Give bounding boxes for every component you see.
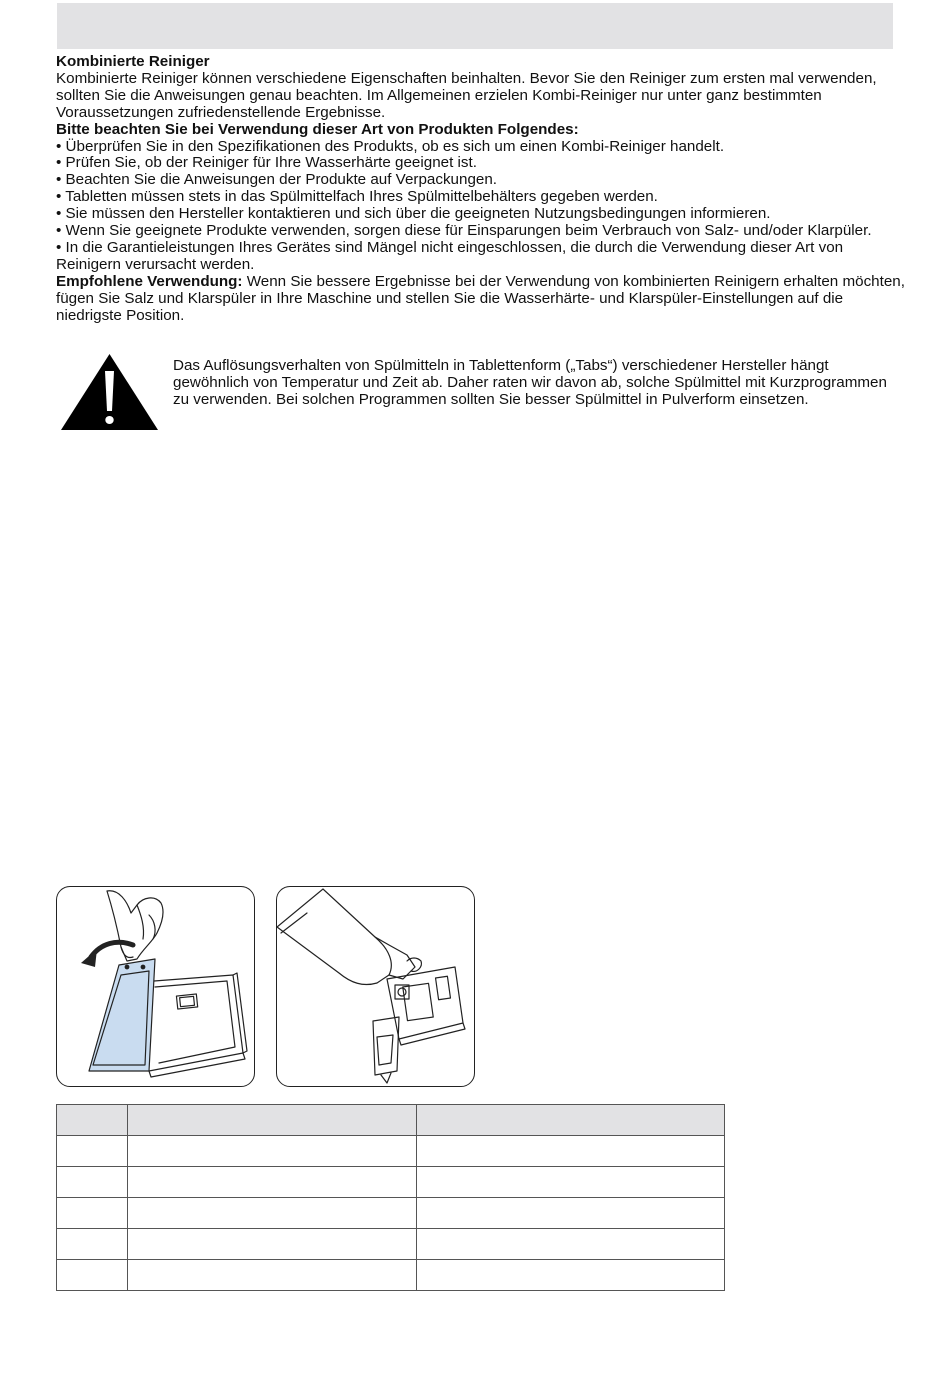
table-cell <box>128 1260 417 1291</box>
table-header-cell <box>128 1105 417 1136</box>
table-cell <box>128 1167 417 1198</box>
table-cell <box>417 1136 725 1167</box>
bullet-item: • Tabletten müssen stets in das Spülmittelfach Ihres Spülmittelbehälters gegeben werden. <box>56 188 658 206</box>
bullet-item: • In die Garantieleistungen Ihres Gerätes sind Mängel nicht eingeschlossen, die durch die Verwendung dieser Art von Reinigern verursacht werden. <box>56 238 844 273</box>
table-cell <box>128 1136 417 1167</box>
bullet-item: • Sie müssen den Hersteller kontaktieren und sich über die geeigneten Nutzungsbedingungen informieren. <box>56 205 771 223</box>
table-cell <box>57 1260 128 1291</box>
table-header-cell <box>57 1105 128 1136</box>
data-table <box>56 1104 725 1291</box>
table-cell <box>57 1229 128 1260</box>
recommend-label: Empfohlene Verwendung: <box>56 272 243 290</box>
table-cell <box>417 1229 725 1260</box>
warning-note <box>173 358 893 409</box>
table-header-cell <box>417 1105 725 1136</box>
page-header-bar <box>57 3 893 49</box>
combined-detergent-section <box>56 54 906 325</box>
section-intro: Kombinierte Reiniger können verschiedene Eigenschaften beinhalten. Bevor Sie den Reiniger zum ersten mal verwenden, sollten Sie die Anweisungen genau beachten. Im Allgemeinen erzielen Kombi-Reiniger nur unter ganz bestimmten Voraussetzungen zufriedenstellende Ergebnisse. <box>56 69 877 121</box>
warning-text: Das Auflösungsverhalten von Spülmitteln in Tablettenform („Tabs“) verschiedener Hersteller hängt gewöhnlich von Temperatur und Zeit ab. Daher raten wir davon ab, solche Spülmittel mit Kurzprogrammen zu verwenden. Bei solchen Programmen sollten Sie besser Spülmittel in Pulverform einsetzen. <box>173 357 887 408</box>
notes-heading: Bitte beachten Sie bei Verwendung dieser Art von Produkten Folgendes: <box>56 120 579 138</box>
table-row <box>57 1167 725 1198</box>
fill-rinse-aid-icon <box>276 886 475 1087</box>
section-title: Kombinierte Reiniger <box>56 53 210 70</box>
bullet-item: • Überprüfen Sie in den Spezifikationen des Produkts, ob es sich um einen Kombi-Reiniger handelt. <box>56 137 725 155</box>
open-dispenser-lid-icon <box>56 886 255 1087</box>
table-cell <box>417 1167 725 1198</box>
bullet-item: • Wenn Sie geeignete Produkte verwenden, sorgen diese für Einsparungen beim Verbrauch von Salz- und/oder Klarpüler. <box>56 222 872 240</box>
table-cell <box>57 1136 128 1167</box>
table-cell <box>128 1229 417 1260</box>
table-cell <box>57 1198 128 1229</box>
warning-triangle-icon <box>60 353 159 431</box>
table-row <box>57 1198 725 1229</box>
table-row <box>57 1136 725 1167</box>
table-cell <box>417 1260 725 1291</box>
table-header-row <box>57 1105 725 1136</box>
table-row <box>57 1260 725 1291</box>
table-cell <box>57 1167 128 1198</box>
bullet-item: • Beachten Sie die Anweisungen der Produkte auf Verpackungen. <box>56 171 497 189</box>
bullet-item: • Prüfen Sie, ob der Reiniger für Ihre Wasserhärte geeignet ist. <box>56 154 477 172</box>
table-row <box>57 1229 725 1260</box>
table-cell <box>417 1198 725 1229</box>
table-cell <box>128 1198 417 1229</box>
recommendation <box>56 274 906 325</box>
recommend-text: Wenn Sie bessere Ergebnisse bei der Verwendung von kombinierten Reinigern erhalten möchten, fügen Sie Salz und Klarspüler in Ihre Maschine und stellen Sie die Wasserhärte- und Klarspüler-Einstellungen auf die niedrigste Position. <box>56 272 905 324</box>
